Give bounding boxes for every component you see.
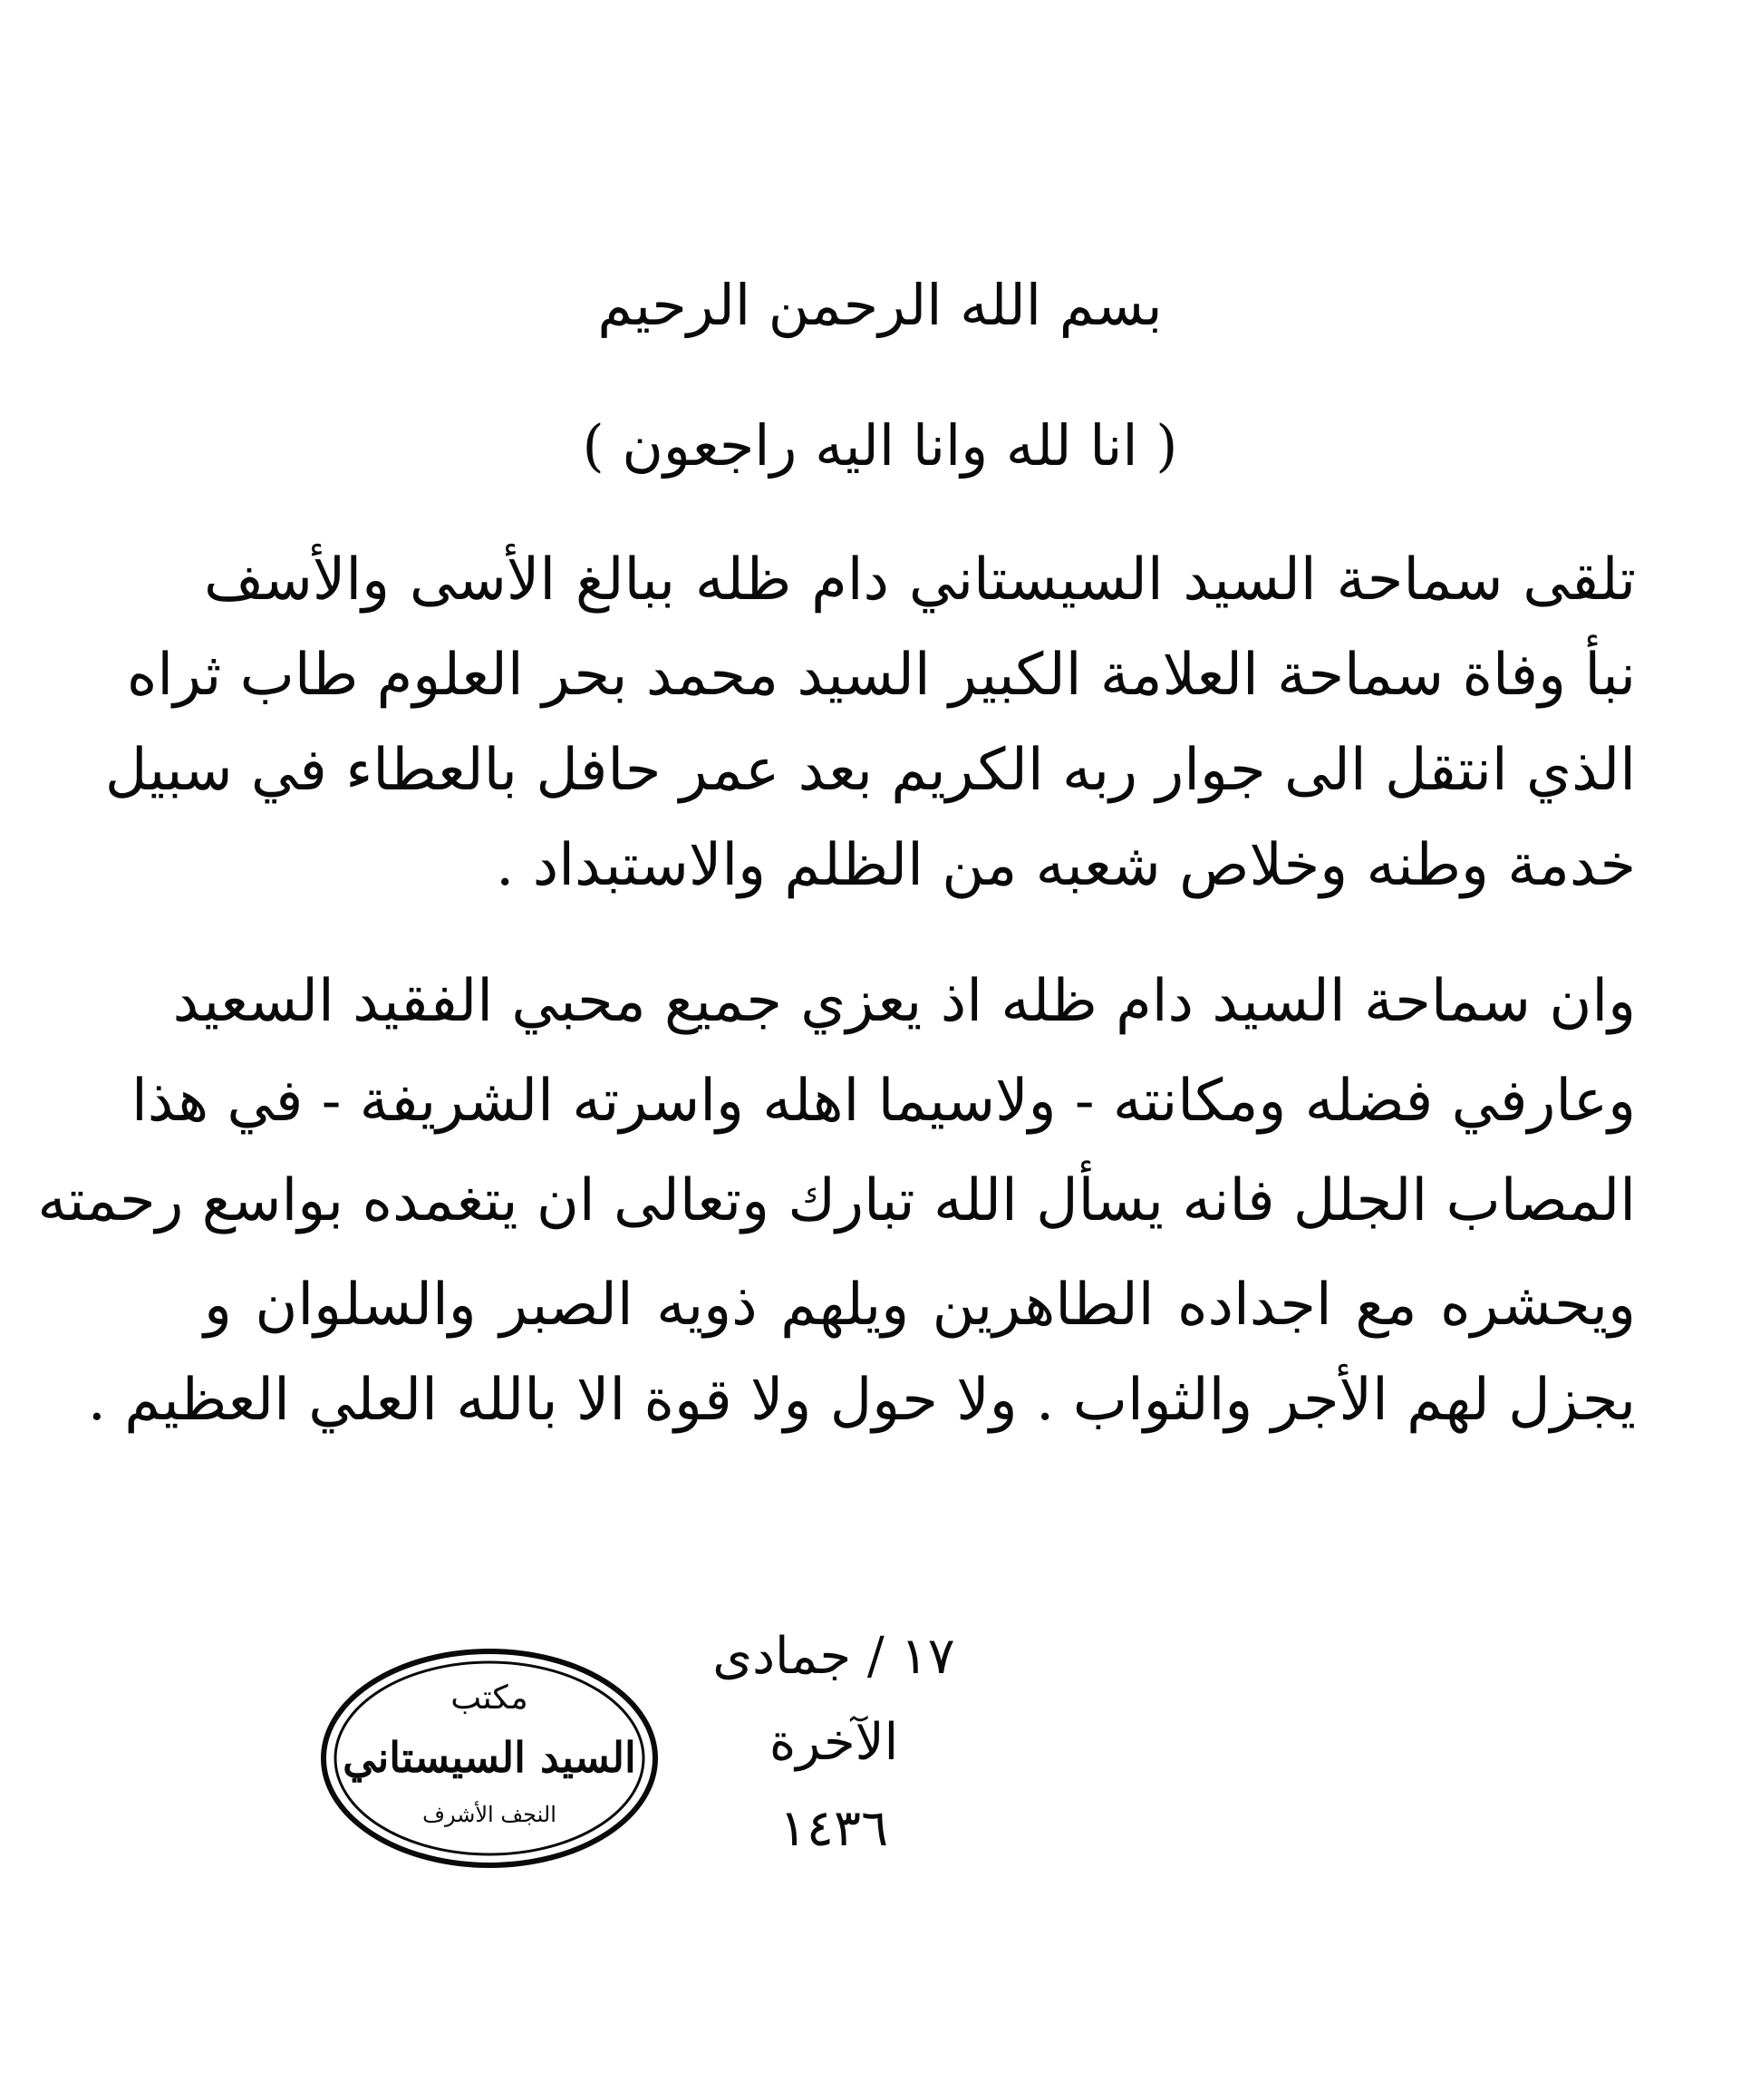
date-year: ١٤٣٦ <box>778 1799 889 1858</box>
seal-top-text: مكتب <box>450 1679 528 1717</box>
basmala-heading: بسم الله الرحمن الرحيم <box>597 272 1163 338</box>
istirja-line: ( انا لله وانا اليه راجعون ) <box>582 412 1178 479</box>
letter-line-8: ويحشره مع اجداده الطاهرين ويلهم ذويه الصبر والسلوان و <box>204 1272 1636 1339</box>
seal-bottom-text: النجف الأشرف <box>422 1802 556 1827</box>
letter-line-9: يجزل لهم الأجر والثواب . ولا حول ولا قوة الا بالله العلي العظيم . <box>87 1367 1636 1434</box>
seal-middle-text: السيد السيستاني <box>343 1733 636 1782</box>
letter-line-6: وعارفي فضله ومكانته - ولاسيما اهله واسرته الشريفة - في هذا <box>131 1068 1636 1135</box>
date-day-month: ١٧ / جمادى الآخرة <box>712 1627 955 1772</box>
letter-line-2: نبأ وفاة سماحة العلامة الكبير السيد محمد بحر العلوم طاب ثراه <box>126 642 1636 709</box>
letter-line-7: المصاب الجلل فانه يسأل الله تبارك وتعالى ان يتغمده بواسع رحمته <box>37 1167 1636 1234</box>
letter-line-4: خدمة وطنه وخلاص شعبه من الظلم والاستبداد . <box>496 832 1636 899</box>
letter-line-1: تلقى سماحة السيد السيستاني دام ظله ببالغ الأسى والأسف <box>204 547 1636 614</box>
office-seal-stamp <box>317 1645 662 1872</box>
letter-line-3: الذي انتقل الى جوار ربه الكريم بعد عمر حافل بالعطاء في سبيل <box>104 737 1636 804</box>
letter-line-5: وان سماحة السيد دام ظله اذ يعزي جميع محبي الفقيد السعيد <box>172 968 1636 1035</box>
date-block <box>689 1613 979 1872</box>
